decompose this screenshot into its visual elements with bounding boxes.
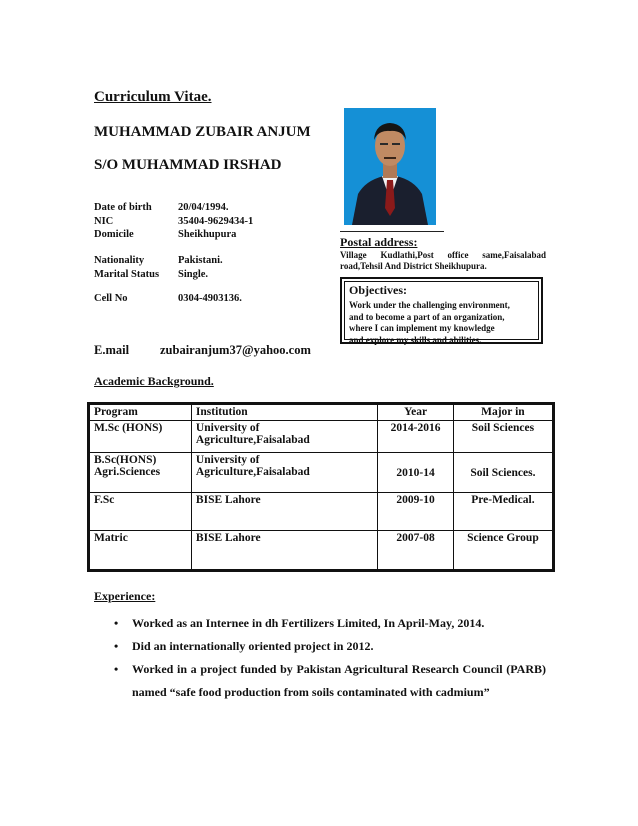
cell-program: F.Sc: [89, 493, 192, 531]
objectives-line: and explore my skills and abilities.: [349, 334, 482, 345]
cell-year: 2009-10: [378, 493, 453, 531]
table-row: [89, 493, 554, 531]
info-label: Cell No: [94, 293, 128, 304]
academic-heading: Academic Background.: [94, 374, 214, 388]
cv-title: Curriculum Vitae.: [94, 89, 212, 105]
cell-institution: BISE Lahore: [191, 493, 377, 531]
cell-major: Soil Sciences.: [453, 453, 553, 493]
cell-institution: [191, 421, 377, 453]
header-major: Major in: [453, 404, 553, 421]
postal-heading: Postal address:: [340, 235, 418, 249]
info-label: NIC: [94, 216, 114, 227]
postal-text: Village Kudlathi,Post office same,Faisalabad road,Tehsil And District Sheikhupura.: [340, 250, 546, 271]
email-value: zubairanjum37@yahoo.com: [160, 343, 311, 357]
academic-table: [87, 402, 555, 572]
program-line: Agri.Sciences: [94, 466, 161, 478]
list-item: [114, 612, 546, 635]
institution-line: University of: [195, 422, 260, 434]
objectives-line: where I can implement my knowledge: [349, 323, 495, 333]
institution-line: Agriculture,Faisalabad: [195, 434, 310, 446]
table-row: [89, 421, 554, 453]
info-label: Nationality: [94, 255, 145, 266]
bullet-icon: •: [114, 662, 119, 676]
institution-line: Agriculture,Faisalabad: [195, 466, 310, 478]
info-value: Single.: [178, 269, 209, 280]
info-label: Domicile: [94, 229, 134, 240]
objectives-heading: Objectives:: [349, 283, 407, 297]
bullet-icon: •: [114, 639, 119, 653]
header-institution: Institution: [191, 404, 377, 421]
info-value: 35404-9629434-1: [178, 216, 254, 227]
cell-major: Pre-Medical.: [453, 493, 553, 531]
info-value: Pakistani.: [178, 255, 223, 266]
cell-major: Soil Sciences: [453, 421, 553, 453]
list-item: [114, 635, 546, 658]
institution-line: University of: [195, 454, 260, 466]
cell-program: [89, 421, 192, 453]
program-line: M.Sc (HONS): [94, 422, 163, 434]
objectives-line: and to become a part of an organization,: [349, 311, 505, 322]
cell-program: [89, 453, 192, 493]
email-row: [94, 343, 311, 358]
info-label: Date of birth: [94, 202, 152, 213]
objectives-box: [340, 277, 543, 344]
profile-photo: [344, 108, 436, 225]
cell-year: 2014-2016: [378, 421, 453, 453]
experience-text: Worked in a project funded by Pakistan Agricultural Research Council (PARB) named “safe food production from soils contaminated with cadmium”: [132, 662, 546, 699]
experience-text: Did an internationally oriented project in 2012.: [132, 639, 374, 653]
header-year: Year: [378, 404, 453, 421]
objectives-inner: [344, 281, 539, 345]
cell-institution: [191, 453, 377, 493]
info-value: 0304-4903136.: [178, 293, 242, 304]
email-label: E.mail: [94, 343, 130, 357]
list-item: [114, 658, 546, 704]
info-label: Marital Status: [94, 269, 160, 280]
photo-divider: [340, 231, 444, 232]
table-header-row: [89, 404, 554, 421]
cell-institution: BISE Lahore: [191, 531, 377, 571]
bullet-icon: •: [114, 616, 119, 630]
table-row: [89, 453, 554, 493]
cell-year: 2010-14: [378, 453, 453, 493]
father-name: S/O MUHAMMAD IRSHAD: [94, 157, 282, 173]
experience-list: [114, 612, 546, 704]
cell-program: Matric: [89, 531, 192, 571]
cell-major: Science Group: [453, 531, 553, 571]
experience-text: Worked as an Internee in dh Fertilizers Limited, In April-May, 2014.: [132, 616, 485, 630]
cell-year: 2007-08: [378, 531, 453, 571]
info-value: 20/04/1994.: [178, 202, 229, 213]
header-program: Program: [89, 404, 192, 421]
table-row: [89, 531, 554, 571]
applicant-name: MUHAMMAD ZUBAIR ANJUM: [94, 124, 311, 140]
experience-heading: Experience:: [94, 589, 156, 603]
objectives-line: Work under the challenging environment,: [349, 300, 510, 310]
info-value: Sheikhupura: [178, 229, 237, 240]
program-line: B.Sc(HONS): [94, 454, 157, 466]
